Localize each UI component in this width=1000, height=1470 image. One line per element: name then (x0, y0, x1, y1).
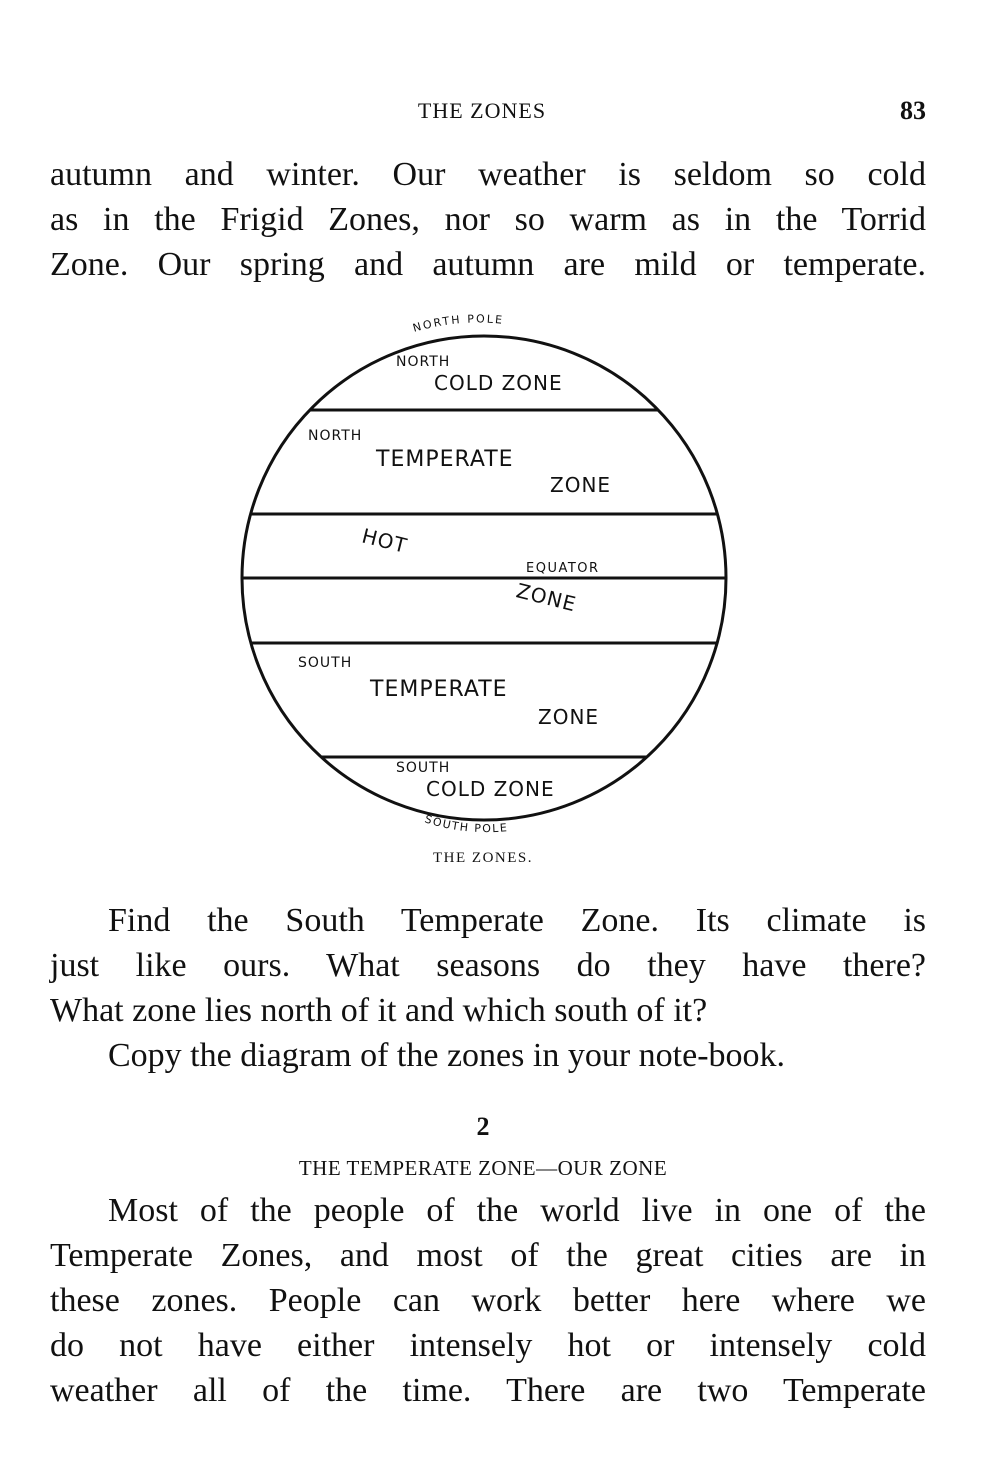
label-hot: HOT (359, 523, 410, 558)
label-zone: ZONE (513, 578, 579, 617)
text-line: weather all of the time. There are two Temperate (50, 1372, 926, 1409)
text-line: just like ours. What seasons do they have there? (50, 947, 926, 984)
running-title: THE ZONES (417, 98, 547, 123)
text-line: do not have either intensely hot or intensely cold (50, 1327, 926, 1364)
figure-caption: THE ZONES. (433, 850, 533, 866)
label-north-temperate-2: TEMPERATE (376, 447, 514, 472)
label-south-temperate-3: ZONE (538, 705, 600, 729)
label-south-cold-2: COLD ZONE (426, 777, 555, 801)
paragraph-climate (50, 152, 926, 287)
label-north-pole: NORTH POLE (411, 312, 505, 335)
paragraph-copy-diagram (50, 1033, 926, 1078)
label-north-temperate-3: ZONE (550, 473, 612, 497)
label-north-temperate-1: NORTH (308, 428, 363, 444)
running-head (0, 96, 1000, 128)
section-title: THE TEMPERATE ZONE—OUR ZONE (298, 1156, 668, 1180)
text-line: autumn and winter. Our weather is seldom so cold (50, 156, 926, 193)
label-south-pole: SOUTH POLE (423, 812, 509, 836)
text-line: Copy the diagram of the zones in your note-book. (108, 1037, 786, 1074)
section-number: 2 (476, 1112, 490, 1141)
text-line: What zone lies north of it and which south of it? (50, 992, 708, 1029)
label-equator: EQUATOR (526, 561, 600, 576)
text-line: Temperate Zones, and most of the great cities are in (50, 1237, 926, 1274)
label-north-cold-1: NORTH (396, 354, 451, 370)
page-number: 83 (900, 96, 926, 125)
label-south-temperate-1: SOUTH (298, 655, 353, 671)
text-line: Zone. Our spring and autumn are mild or temperate. (50, 246, 926, 283)
zones-globe (0, 300, 1000, 860)
text-line: these zones. People can work better here where we (50, 1282, 926, 1319)
text-line: Most of the people of the world live in one of the (108, 1192, 926, 1229)
paragraph-south-temperate (50, 898, 926, 1033)
zones-diagram (0, 300, 1000, 880)
label-south-cold-1: SOUTH (396, 760, 451, 776)
text-line: Find the South Temperate Zone. Its climate is (108, 902, 926, 939)
paragraph-temperate-zone (50, 1188, 926, 1413)
label-north-cold-2: COLD ZONE (434, 371, 563, 395)
label-south-temperate-2: TEMPERATE (370, 677, 508, 702)
text-line: as in the Frigid Zones, nor so warm as in the Torrid (50, 201, 926, 238)
